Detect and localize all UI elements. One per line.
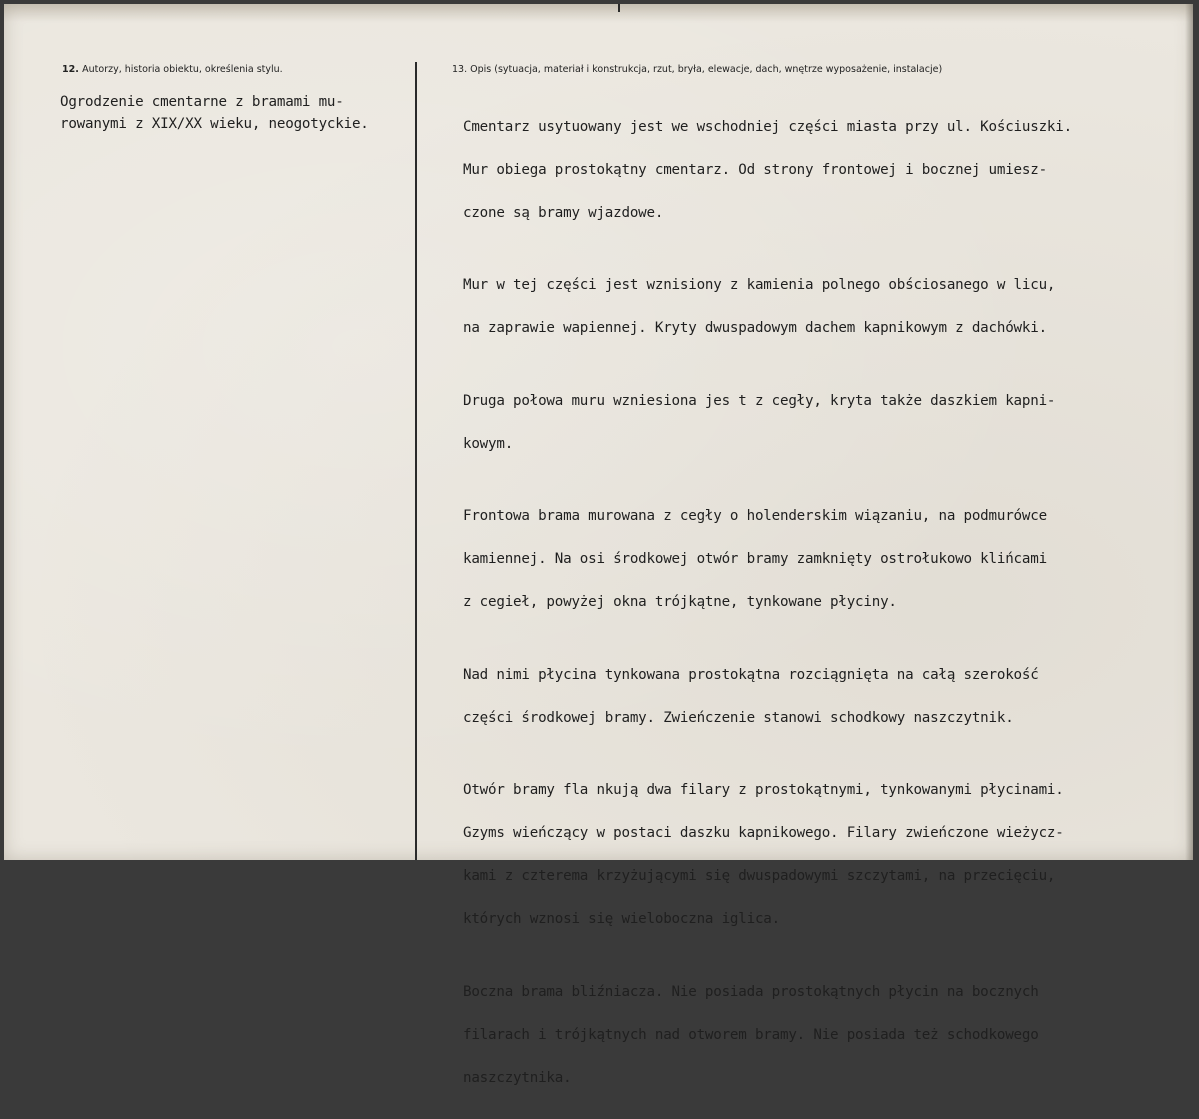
text-line: Boczna brama bliźniacza. Nie posiada prostokątnych płycin na bocznych [463,983,1039,1000]
paragraph [463,95,1183,246]
text-line: Gzyms wieńczący w postaci daszku kapnikowego. Filary zwieńczone wieżycz- [463,825,1064,841]
paragraph [463,485,1183,636]
text-line: Ogrodzenie cmentarne z bramami mu- [60,94,344,110]
section-12-content [60,92,416,135]
top-tick-mark [618,4,620,12]
paper-edge-shadow [1185,4,1193,860]
text-line: czone są bramy wjazdowe. [463,204,664,221]
paragraph [463,369,1183,477]
text-line: Nad nimi płycina tynkowana prostokątna rozciągnięta na całą szerokość [463,666,1039,683]
section-13-header [452,64,942,75]
section-13-content [463,95,1183,1119]
text-line: Cmentarz usytuowany jest we wschodniej części miasta przy ul. Kościuszki. [463,118,1072,135]
section-12-number: 12. [62,64,79,75]
paper-shadow [4,4,1193,22]
text-line: których wznosi się wieloboczna iglica. [463,911,780,927]
text-line: naszczytnika. [463,1069,572,1086]
text-line: z cegieł, powyżej okna trójkątne, tynkowane płyciny. [463,594,897,610]
section-13-number: 13. [452,64,468,75]
text-line: Druga połowa muru wzniesiona jes t z cegły, kryta także daszkiem kapni- [463,392,1056,409]
paragraph [463,960,1183,1111]
text-line: na zaprawie wapiennej. Kryty dwuspadowym dachem kapnikowym z dachówki. [463,320,1047,336]
text-line: Mur w tej części jest wznisiony z kamienia polnego obściosanego w licu, [463,277,1056,293]
text-line: Frontowa brama murowana z cegły o holenderskim wiązaniu, na podmurówce [463,508,1047,524]
text-line: rowanymi z XIX/XX wieku, neogotyckie. [60,115,369,132]
section-12-title: Autorzy, historia obiektu, określenia stylu. [82,64,283,75]
text-line: filarach i trójkątnych nad otworem bramy. Nie posiada też schodkowego [463,1026,1039,1043]
paragraph [463,643,1183,751]
text-line: kami z czterema krzyżującymi się dwuspadowymi szczytami, na przecięciu, [463,868,1056,884]
section-13-title: Opis (sytuacja, materiał i konstrukcja, rzut, bryła, elewacje, dach, wnętrze wyposażenie, instalacje) [470,64,943,75]
paragraph [463,254,1183,362]
text-line: Otwór bramy fla nkują dwa filary z prostokątnymi, tynkowanymi płycinami. [463,782,1064,798]
document-sheet [4,4,1193,1086]
paragraph [463,759,1183,953]
text-line: Mur obiega prostokątny cmentarz. Od strony frontowej i bocznej umiesz- [463,161,1047,178]
text-line: kamiennej. Na osi środkowej otwór bramy zamknięty ostrołukowo klińcami [463,551,1047,567]
column-divider [415,62,417,860]
text-line: części środkowej bramy. Zwieńczenie stanowi schodkowy naszczytnik. [463,709,1014,726]
section-12-header [62,64,283,75]
text-line: kowym. [463,435,514,452]
